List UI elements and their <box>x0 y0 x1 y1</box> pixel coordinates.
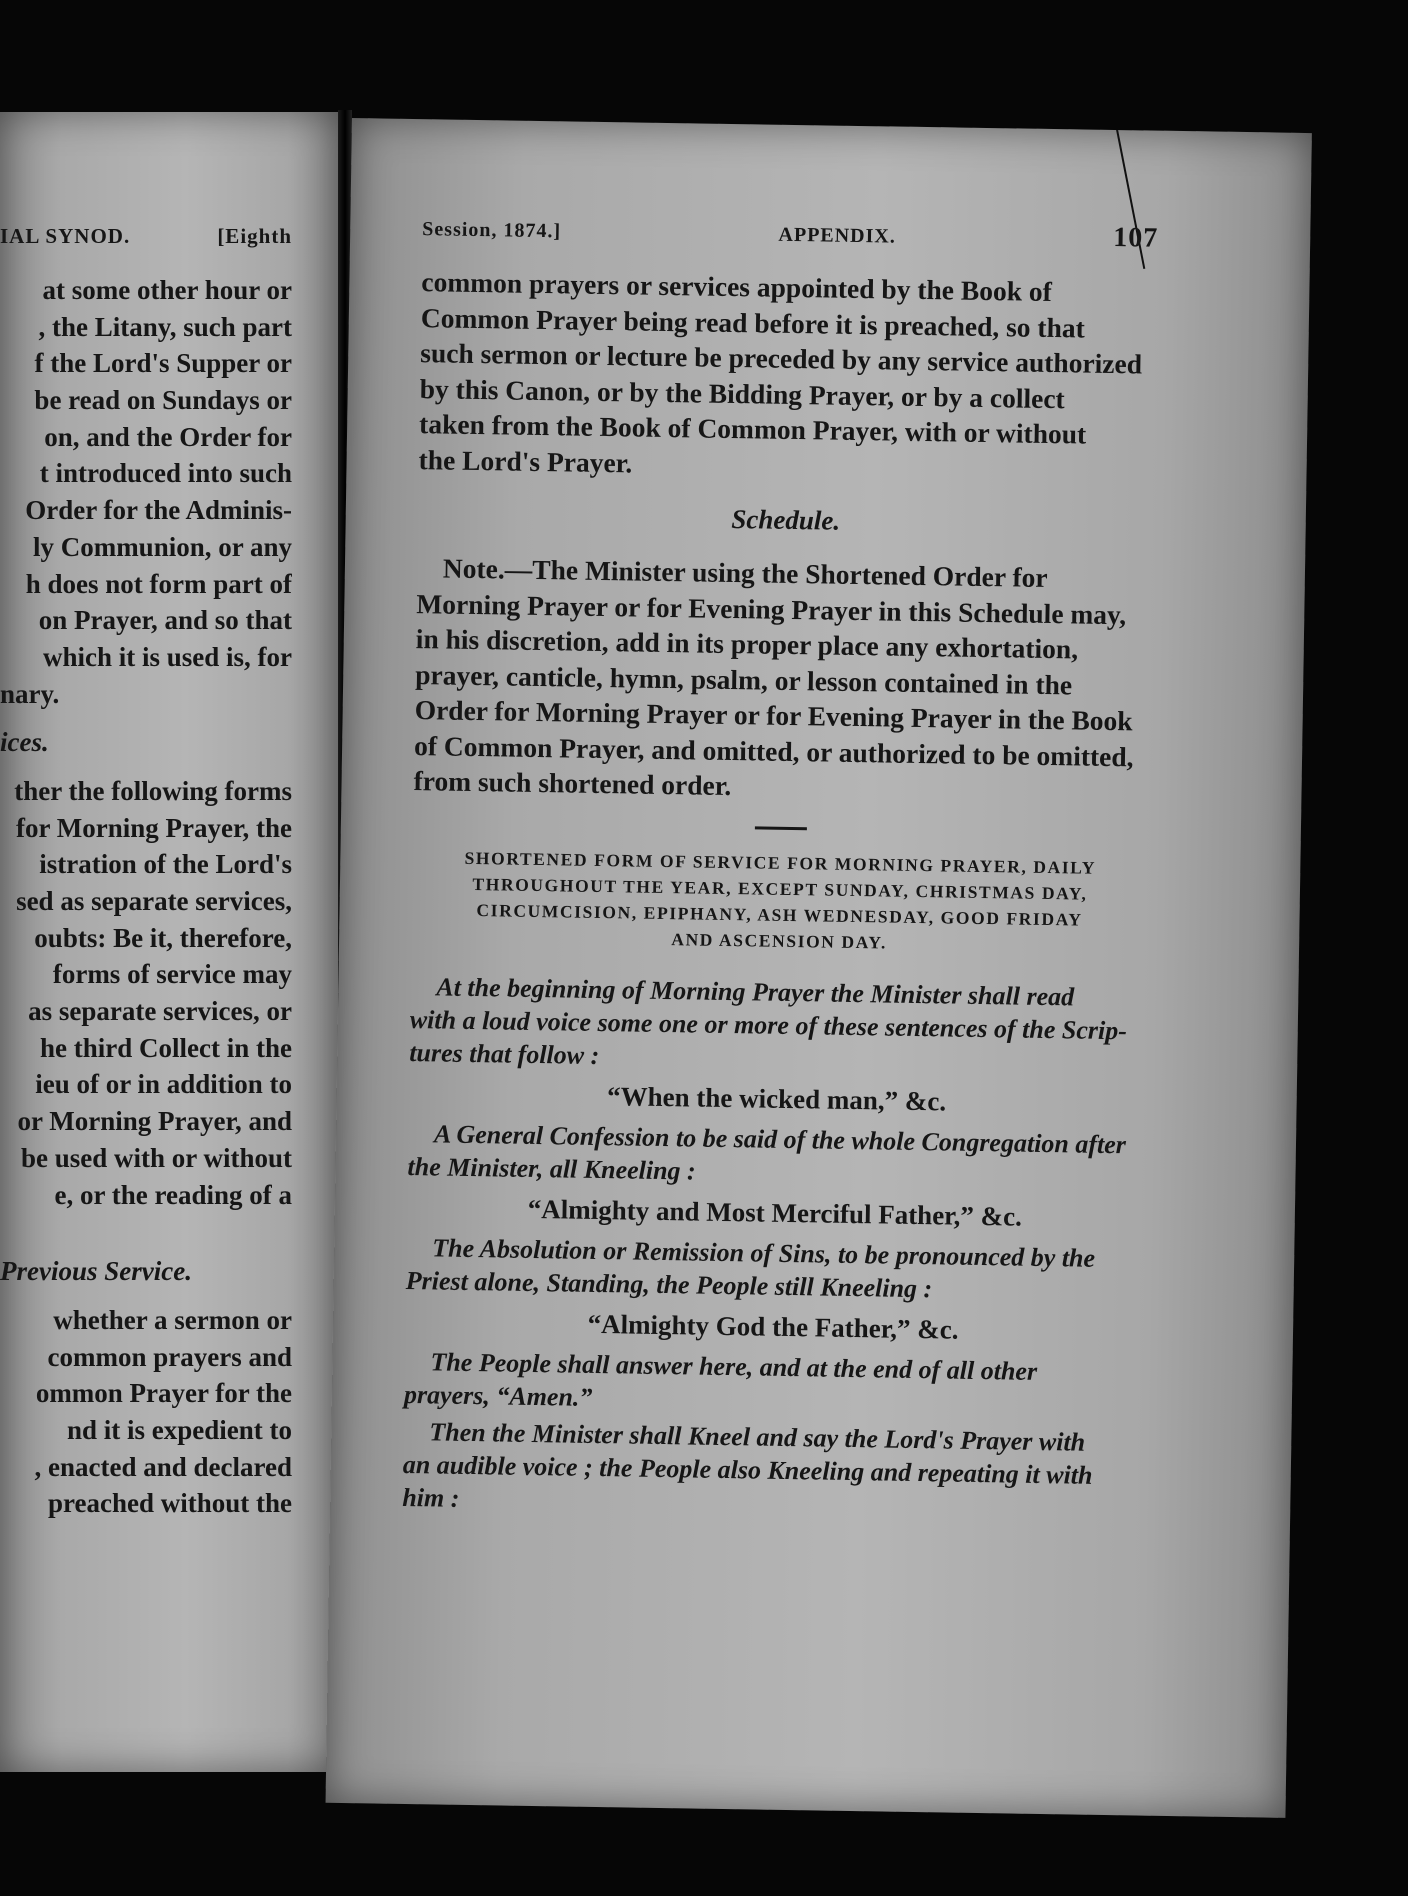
text-line: from such shortened order. <box>413 765 732 802</box>
header-session: Session, 1874.] <box>422 218 562 243</box>
header-title: APPENDIX. <box>778 223 897 248</box>
section-heading: ices. <box>0 727 49 758</box>
text-line: The Absolution or Remission of Sins, to be pronounced by the <box>432 1232 1096 1273</box>
text-line: in his discretion, add in its proper place any exhortation, <box>415 623 1079 665</box>
text-line: SHORTENED FORM OF SERVICE FOR MORNING PRAYER, DAILY <box>464 847 1097 878</box>
rubric-sentences <box>409 970 1146 1081</box>
text-line: Priest alone, Standing, the People still Kneeling : <box>405 1265 933 1303</box>
text-line: Note.—The Minister using the Shortened Order for <box>442 552 1048 593</box>
text-line: be read on Sundays or <box>34 385 292 416</box>
section-divider <box>755 826 807 830</box>
text-line: t introduced into such <box>39 458 292 489</box>
text-line: taken from the Book of Common Prayer, with or without <box>418 408 1087 450</box>
rubric-amen <box>404 1344 1141 1422</box>
page-body <box>402 264 1158 1525</box>
text-line: Common Prayer being read before it is preached, so that <box>420 301 1086 344</box>
text-line: Morning Prayer or for Evening Prayer in this Schedule may, <box>416 587 1127 630</box>
text-line: nary. <box>0 678 60 709</box>
text-line: he third Collect in the <box>40 1032 292 1063</box>
text-line: on Prayer, and so that <box>38 605 292 636</box>
text-line: such sermon or lecture be preceded by any service authorized <box>420 337 1143 380</box>
text-line: f the Lord's Supper or <box>34 348 292 379</box>
text-line: ieu of or in addition to <box>35 1069 292 1100</box>
text-line: ther the following forms <box>14 775 292 806</box>
text-line: Order for Morning Prayer or for Evening Prayer in the Book <box>414 694 1133 737</box>
note-paragraph <box>413 550 1153 810</box>
text-line: forms of service may <box>52 959 292 990</box>
rubric-confession <box>407 1117 1144 1195</box>
form-title <box>411 844 1149 960</box>
left-page-header <box>0 224 292 249</box>
text-line: prayer, canticle, hymn, psalm, or lesson contained in the <box>415 658 1073 700</box>
text-line: Order for the Adminis- <box>25 495 292 526</box>
left-header-section: [Eighth <box>217 224 292 248</box>
text-line: CIRCUMCISION, EPIPHANY, ASH WEDNESDAY, GOOD FRIDAY <box>476 899 1083 930</box>
left-page <box>0 112 338 1772</box>
schedule-heading: Schedule. <box>731 504 841 536</box>
text-line: e, or the reading of a <box>54 1179 292 1210</box>
quote-confession: “Almighty and Most Merciful Father,” &c. <box>527 1193 1023 1232</box>
text-line: AND ASCENSION DAY. <box>671 928 888 953</box>
text-line: At the beginning of Morning Prayer the Minister shall read <box>436 971 1075 1011</box>
quote-sentence: “When the wicked man,” &c. <box>606 1080 947 1116</box>
text-line: , enacted and declared <box>34 1451 292 1482</box>
text-line: by this Canon, or by the Bidding Prayer, or by a collect <box>419 372 1065 414</box>
text-line: the Lord's Prayer. <box>418 443 633 478</box>
text-line: nd it is expedient to <box>66 1414 292 1445</box>
text-line: prayers, “Amen.” <box>403 1379 593 1412</box>
rubric-absolution <box>405 1230 1142 1308</box>
rubric-lords-prayer <box>402 1414 1139 1525</box>
text-line: Then the Minister shall Kneel and say the Lord's Prayer with <box>429 1416 1086 1457</box>
text-line: him : <box>402 1482 460 1513</box>
left-header-title: IAL SYNOD. <box>0 224 131 248</box>
quote-absolution: “Almighty God the Father,” &c. <box>587 1308 959 1345</box>
text-line: common prayers and <box>47 1341 292 1372</box>
text-line: , the Litany, such part <box>38 311 292 342</box>
paragraph-canon-end <box>418 264 1157 489</box>
text-line: for Morning Prayer, the <box>16 812 292 843</box>
page-number: 107 <box>1112 221 1159 254</box>
right-page <box>326 118 1312 1818</box>
text-line: which it is used is, for <box>42 641 292 672</box>
text-line: of Common Prayer, and omitted, or authorized to be omitted, <box>413 729 1134 772</box>
text-line: common prayers or services appointed by the Book of <box>421 266 1053 308</box>
text-line: preached without the <box>47 1488 292 1519</box>
running-header <box>422 211 1158 255</box>
section-heading: Previous Service. <box>0 1256 192 1287</box>
text-line: A General Confession to be said of the whole Congregation after <box>433 1118 1127 1159</box>
text-line: the Minister, all Kneeling : <box>407 1151 696 1186</box>
text-line: ommon Prayer for the <box>35 1378 292 1409</box>
text-line: at some other hour or <box>42 275 292 305</box>
text-line: an audible voice ; the People also Kneeling and repeating it with <box>402 1449 1093 1490</box>
text-line: The People shall answer here, and at the end of all other <box>430 1346 1038 1386</box>
text-line: sed as separate services, <box>16 886 292 916</box>
text-line: on, and the Order for <box>44 421 292 452</box>
text-line: as separate services, or <box>28 996 292 1027</box>
text-line: whether a sermon or <box>53 1304 292 1335</box>
text-line: oubts: Be it, therefore, <box>34 922 292 953</box>
text-line: THROUGHOUT THE YEAR, EXCEPT SUNDAY, CHRISTMAS DAY, <box>472 873 1088 904</box>
left-page-text <box>0 272 292 1522</box>
text-line: with a loud voice some one or more of these sentences of the Scrip- <box>409 1004 1128 1045</box>
text-line: be used with or without <box>20 1142 292 1173</box>
text-line: ly Communion, or any <box>32 531 292 562</box>
text-line: tures that follow : <box>409 1037 600 1070</box>
text-line: h does not form part of <box>25 568 292 599</box>
text-line: or Morning Prayer, and <box>17 1106 292 1137</box>
text-line: istration of the Lord's <box>39 849 292 880</box>
